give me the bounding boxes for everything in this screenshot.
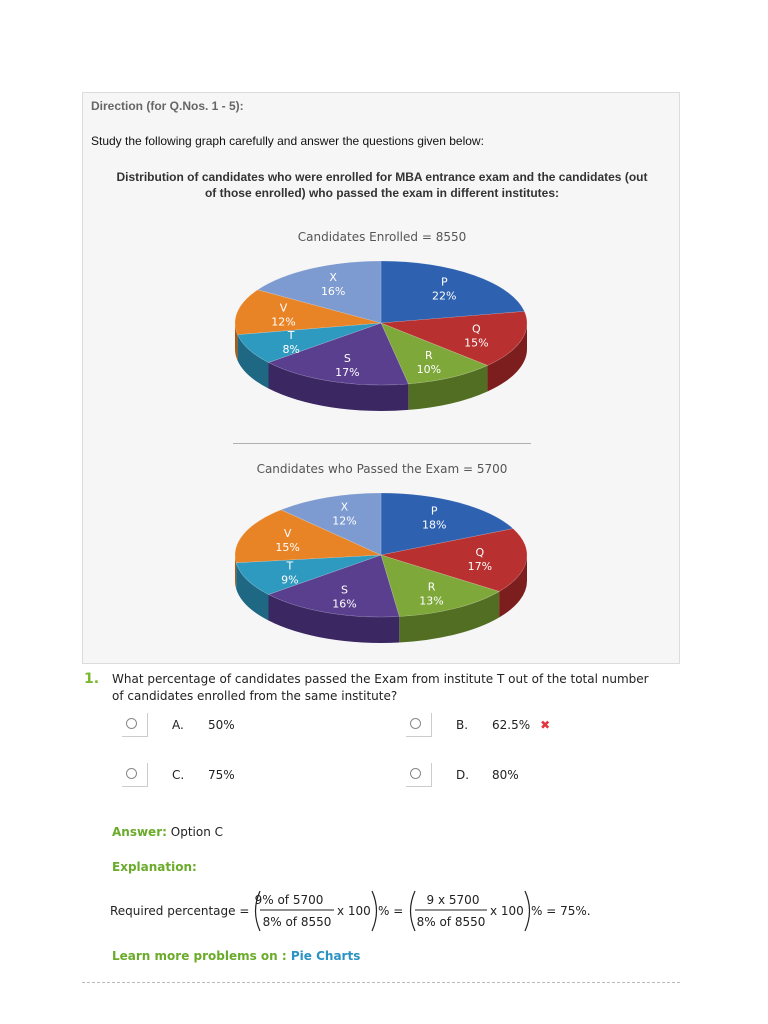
fraction1-denominator: 8% of 8550 (262, 915, 332, 929)
chart-description-line2: of those enrolled) who passed the exam in different institutes: (204, 186, 560, 200)
option-letter: A. (172, 718, 184, 732)
option-letter: B. (456, 718, 469, 732)
slice-category-label: V (283, 526, 292, 540)
option-value: 75% (208, 768, 235, 782)
right-paren-icon (525, 891, 530, 931)
wrong-answer-icon: ✖ (540, 718, 551, 732)
times-100: x 100 (337, 904, 371, 918)
slice-value-label: 17% (467, 560, 493, 574)
percent-equals: % = (378, 904, 404, 918)
option-b-value-wrapper (492, 718, 550, 732)
slice-value-label: 13% (419, 594, 444, 608)
option-value: 80% (492, 768, 519, 782)
slice-value-label: 9% (281, 573, 299, 587)
slice-category-label: V (279, 301, 288, 315)
fraction2-numerator: 9 x 5700 (426, 893, 480, 907)
slice-category-label: Q (475, 546, 485, 560)
option-value: 50% (208, 718, 235, 732)
slice-value-label: 16% (332, 597, 357, 611)
fraction1-numerator: 9% of 5700 (254, 893, 324, 907)
pie-chart-passed (223, 455, 541, 665)
radio-icon[interactable] (410, 718, 421, 729)
footer-divider (82, 982, 680, 983)
radio-icon[interactable] (126, 768, 137, 779)
slice-value-label: 12% (271, 315, 296, 329)
learn-more-label: Learn more problems on : (112, 949, 287, 963)
slice-category-label: X (340, 500, 349, 514)
chart-title: Candidates Enrolled = 8550 (297, 230, 467, 244)
slice-value-label: 18% (421, 518, 447, 532)
slice-value-label: 8% (282, 343, 300, 357)
slice-value-label: 15% (464, 336, 489, 350)
chart-title: Candidates who Passed the Exam = 5700 (256, 462, 508, 476)
learn-more (112, 949, 360, 963)
direction-heading: Direction (for Q.Nos. 1 - 5): (91, 99, 244, 113)
answer-label: Answer: (112, 825, 167, 839)
slice-category-label: Q (472, 322, 481, 336)
slice-category-label: R (427, 580, 436, 594)
slice-category-label: R (425, 349, 433, 363)
slice-value-label: 15% (275, 540, 300, 554)
slice-value-label: 17% (335, 366, 360, 380)
slice-category-label: T (286, 559, 294, 573)
slice-category-label: S (343, 352, 351, 366)
pie-chart-enrolled (223, 223, 541, 433)
question-number: 1. (84, 671, 100, 687)
slice-value-label: 12% (332, 514, 357, 528)
slice-value-label: 10% (416, 363, 442, 377)
explanation-formula (110, 888, 650, 934)
times-100: x 100 (490, 904, 524, 918)
option-letter: C. (172, 768, 185, 782)
slice-category-label: X (329, 270, 337, 284)
question-direction-panel (82, 92, 680, 664)
formula-result: % = 75%. (531, 904, 591, 918)
chart-separator (233, 443, 531, 444)
option-value: 62.5% (492, 718, 531, 732)
slice-category-label: S (340, 583, 348, 597)
study-instruction: Study the following graph carefully and answer the questions given below: (91, 134, 484, 148)
option-a-radio-box[interactable] (122, 713, 148, 737)
question-text: What percentage of candidates passed the Exam from institute T out of the total number of candidates enrolled from the same institute? (112, 672, 649, 703)
pie-charts-link[interactable]: Pie Charts (290, 949, 361, 963)
answer-line (112, 825, 223, 839)
slice-category-label: T (287, 329, 295, 343)
left-paren-icon (411, 891, 416, 931)
chart-description-line1: Distribution of candidates who were enrolled for MBA entrance exam and the candidates (out (116, 170, 648, 184)
formula-prefix: Required percentage = (110, 904, 250, 918)
answer-value: Option C (170, 825, 223, 839)
option-c-radio-box[interactable] (122, 763, 148, 787)
explanation-label: Explanation: (112, 860, 197, 874)
radio-icon[interactable] (126, 718, 137, 729)
option-letter: D. (456, 768, 470, 782)
slice-category-label: P (440, 275, 448, 289)
slice-category-label: P (430, 504, 438, 518)
slice-value-label: 22% (432, 289, 457, 303)
right-paren-icon (372, 891, 377, 931)
option-b-radio-box[interactable] (406, 713, 432, 737)
chart-description (83, 169, 681, 201)
option-d-radio-box[interactable] (406, 763, 432, 787)
fraction2-denominator: 8% of 8550 (416, 915, 486, 929)
slice-value-label: 16% (320, 284, 346, 298)
radio-icon[interactable] (410, 768, 421, 779)
